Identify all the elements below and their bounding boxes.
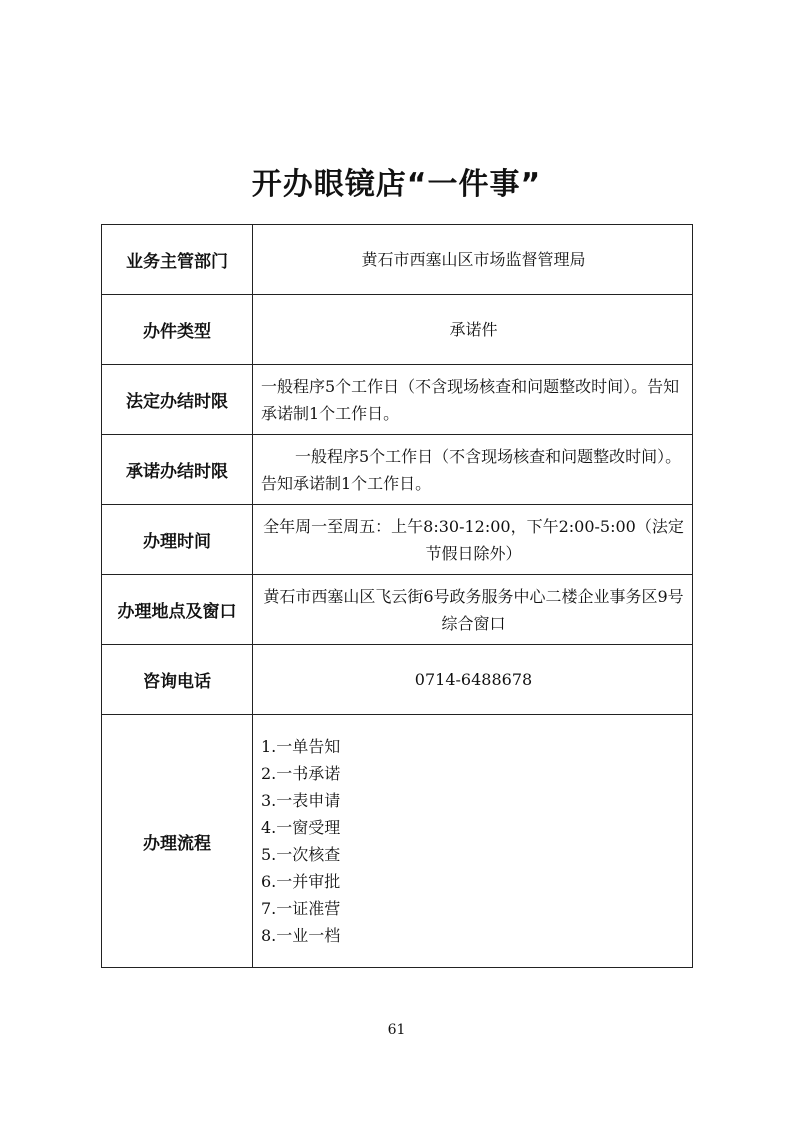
row-value-type: 承诺件 xyxy=(253,295,693,365)
list-item: 3.一表申请 xyxy=(261,791,341,810)
row-value-legal-limit: 一般程序5个工作日（不含现场核查和问题整改时间）。告知承诺制1个工作日。 xyxy=(253,365,693,435)
row-label-hours: 办理时间 xyxy=(102,505,253,575)
list-item: 1.一单告知 xyxy=(261,737,341,756)
row-value-phone: 0714-6488678 xyxy=(253,645,693,715)
table-row xyxy=(102,505,693,575)
list-item: 4.一窗受理 xyxy=(261,818,341,837)
process-steps-list xyxy=(261,733,686,949)
row-value-location: 黄石市西塞山区飞云街6号政务服务中心二楼企业事务区9号综合窗口 xyxy=(253,575,693,645)
row-label-location: 办理地点及窗口 xyxy=(102,575,253,645)
row-value-hours: 全年周一至周五：上午8:30-12:00，下午2:00-5:00（法定节假日除外） xyxy=(253,505,693,575)
list-item: 2.一书承诺 xyxy=(261,764,341,783)
row-label-department: 业务主管部门 xyxy=(102,225,253,295)
row-value-department: 黄石市西塞山区市场监督管理局 xyxy=(253,225,693,295)
list-item: 6.一并审批 xyxy=(261,872,341,891)
table-row xyxy=(102,365,693,435)
page-number: 61 xyxy=(387,1022,406,1038)
row-value-promised-limit: 一般程序5个工作日（不含现场核查和问题整改时间）。告知承诺制1个工作日。 xyxy=(253,435,693,505)
table-row xyxy=(102,645,693,715)
row-label-promised-limit: 承诺办结时限 xyxy=(102,435,253,505)
info-table xyxy=(101,224,693,968)
table-row xyxy=(102,715,693,968)
row-label-type: 办件类型 xyxy=(102,295,253,365)
row-value-process xyxy=(253,715,693,968)
row-label-process: 办理流程 xyxy=(102,715,253,968)
list-item: 7.一证准营 xyxy=(261,899,341,918)
table-row xyxy=(102,295,693,365)
table-row xyxy=(102,435,693,505)
row-label-phone: 咨询电话 xyxy=(102,645,253,715)
page-title: 开办眼镜店“一件事” xyxy=(251,167,542,202)
list-item: 5.一次核查 xyxy=(261,845,341,864)
row-label-legal-limit: 法定办结时限 xyxy=(102,365,253,435)
list-item: 8.一业一档 xyxy=(261,926,341,945)
table-row xyxy=(102,575,693,645)
table-row xyxy=(102,225,693,295)
